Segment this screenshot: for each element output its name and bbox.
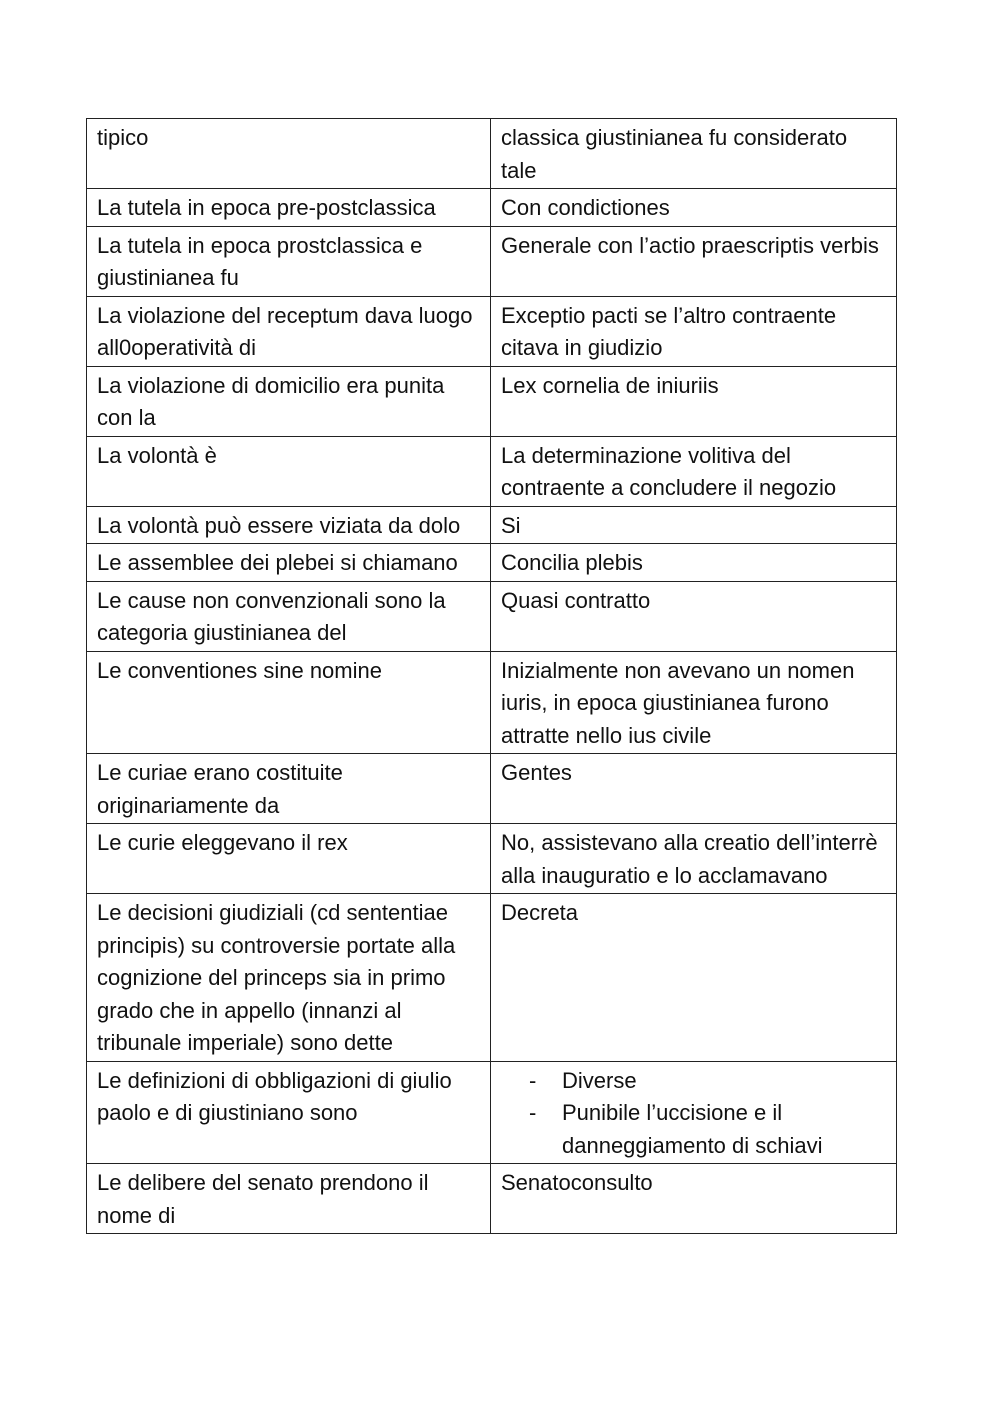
answer-cell: Si [491, 506, 897, 544]
question-cell: La volontà è [87, 436, 491, 506]
table-row [87, 824, 897, 894]
table-row [87, 651, 897, 754]
question-cell: Le decisioni giudiziali (cd sententiae principis) su controversie portate alla cognizione del princeps sia in primo grado che in appello (innanzi al tribunale imperiale) sono dette [87, 894, 491, 1062]
question-cell: Le assemblee dei plebei si chiamano [87, 544, 491, 582]
table-row [87, 226, 897, 296]
answer-cell: Con condictiones [491, 189, 897, 227]
answer-cell: La determinazione volitiva del contraente a concludere il negozio [491, 436, 897, 506]
question-cell: La tutela in epoca pre-postclassica [87, 189, 491, 227]
question-cell: Le curie eleggevano il rex [87, 824, 491, 894]
answer-cell: Exceptio pacti se l’altro contraente citava in giudizio [491, 296, 897, 366]
table-row [87, 506, 897, 544]
table-row [87, 1061, 897, 1164]
question-cell: La volontà può essere viziata da dolo [87, 506, 491, 544]
question-cell: La violazione del receptum dava luogo all0operatività di [87, 296, 491, 366]
answer-cell: classica giustinianea fu considerato tale [491, 119, 897, 189]
answer-cell: Lex cornelia de iniuriis [491, 366, 897, 436]
answer-cell: Concilia plebis [491, 544, 897, 582]
qa-table [86, 118, 897, 1234]
answer-list [501, 1065, 886, 1163]
answer-cell: Quasi contratto [491, 581, 897, 651]
table-row [87, 366, 897, 436]
table-row [87, 189, 897, 227]
question-cell: tipico [87, 119, 491, 189]
answer-cell: Senatoconsulto [491, 1164, 897, 1234]
answer-list-item: - Punibile l’uccisione e il danneggiamento di schiavi [529, 1097, 886, 1162]
table-row [87, 581, 897, 651]
table-row [87, 436, 897, 506]
answer-cell: Inizialmente non avevano un nomen iuris, in epoca giustinianea furono attratte nello ius civile [491, 651, 897, 754]
answer-cell [491, 1061, 897, 1164]
answer-cell: Decreta [491, 894, 897, 1062]
question-cell: Le definizioni di obbligazioni di giulio paolo e di giustiniano sono [87, 1061, 491, 1164]
answer-cell: No, assistevano alla creatio dell’interrè alla inauguratio e lo acclamavano [491, 824, 897, 894]
table-row [87, 119, 897, 189]
table-row [87, 894, 897, 1062]
answer-cell: Gentes [491, 754, 897, 824]
answer-cell: Generale con l’actio praescriptis verbis [491, 226, 897, 296]
question-cell: La tutela in epoca prostclassica e giustinianea fu [87, 226, 491, 296]
question-cell: Le conventiones sine nomine [87, 651, 491, 754]
question-cell: La violazione di domicilio era punita con la [87, 366, 491, 436]
table-row [87, 544, 897, 582]
question-cell: Le delibere del senato prendono il nome di [87, 1164, 491, 1234]
table-row [87, 296, 897, 366]
question-cell: Le cause non convenzionali sono la categoria giustinianea del [87, 581, 491, 651]
answer-list-item: - Diverse [529, 1065, 886, 1098]
table-row [87, 1164, 897, 1234]
table-row [87, 754, 897, 824]
question-cell: Le curiae erano costituite originariamente da [87, 754, 491, 824]
